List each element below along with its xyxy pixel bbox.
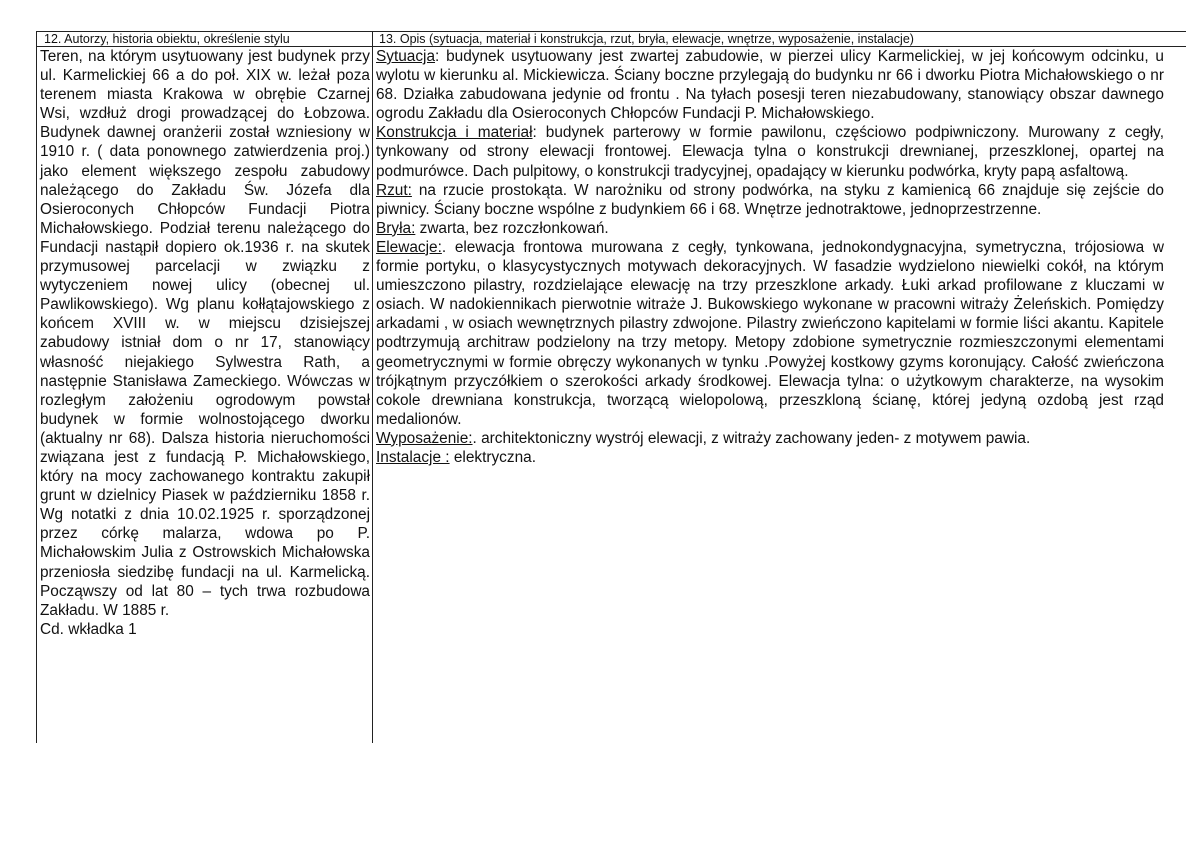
- installations-text: elektryczna.: [449, 448, 536, 466]
- furnishing-section: [376, 429, 1164, 448]
- history-text: Teren, na którym usytuowany jest budynek przy ul. Karmelickiej 66 a do poł. XIX w. leżał poza terenem miasta Krakowa w obrębie Czarnej Wsi, wzdłuż drogi prowadzącej do Łobzowa. Budynek dawnej oranżerii został wzniesiony w 1910 r. ( data ponownego zatwierdzenia proj.) jako element większego zespołu zabudowy należącego do Zakładu Św. Józefa dla Osieroconych Chłopców Fundacji Piotra Michałowskiego. Podział terenu należącego do Fundacji nastąpił dopiero ok.1936 r. na skutek przymusowej parcelacji w związku z wytyczeniem nowej ulicy (obecnej ul. Pawlikowskiego). Wg planu kołłątajowskiego z końcem XVIII w. w miejscu dzisiejszej zabudowy istniał dom o nr 17, stanowiący własność niejakiego Sylwestra Rath, a następnie Stanisława Zameckiego. Wówczas w rozległym założeniu ogrodowym powstał budynek w formie wolnostojącego dworku (aktualny nr 68). Dalsza historia nieruchomości związana jest z fundacją P. Michałowskiego, który na mocy zachowanego kontraktu zakupił grunt w dzielnicy Piasek w październiku 1858 r. Wg notatki z dnia 10.02.1925 r. sporządzonej przez córkę malarza, wdowa po P. Michałowskim Julia z Ostrowskich Michałowska przeniosła siedzibę fundacji na ul. Karmelicką. Począwszy od lat 80 – tych trwa rozbudowa Zakładu. W 1885 r.: [40, 48, 370, 619]
- column-13-header: 13. Opis (sytuacja, materiał i konstrukcja, rzut, bryła, elewacje, wnętrze, wyposażenie, instalacje): [379, 32, 914, 46]
- construction-label: Konstrukcja i materiał: [376, 124, 533, 142]
- column-12-header: 12. Autorzy, historia obiektu, określenie stylu: [44, 32, 290, 46]
- construction-text: : budynek parterowy w formie pawilonu, częściowo podpiwniczony. Murowany z cegły, tynkowany od strony elewacji frontowej. Elewacja tylna o konstrukcji drewnianej, przeszklonej, opartej na podmurówce. Dach pulpitowy, o konstrukcji tradycyjnej, opadający w kierunku podwórka, kryty papą asfaltową.: [376, 124, 1164, 180]
- history-column: [40, 47, 370, 639]
- installations-label: Instalacje :: [376, 448, 450, 466]
- continuation-note: Cd. wkładka 1: [40, 620, 137, 638]
- column-divider: [372, 31, 373, 743]
- mass-label: Bryła:: [376, 219, 416, 237]
- furnishing-text: . architektoniczny wystrój elewacji, z witraży zachowany jeden- z motywem pawia.: [472, 429, 1031, 447]
- description-column: [376, 47, 1164, 467]
- mass-text: zwarta, bez rozczłonkowań.: [415, 219, 609, 237]
- situation-label: Sytuacja: [376, 48, 436, 65]
- installations-section: [376, 448, 1164, 467]
- furnishing-label: Wyposażenie:: [376, 429, 473, 447]
- situation-section: [376, 47, 1164, 123]
- construction-section: [376, 123, 1164, 180]
- plan-section: [376, 181, 1164, 219]
- plan-text: na rzucie prostokąta. W narożniku od strony podwórka, na styku z kamienicą 66 znajduje się zejście do piwnicy. Ściany boczne wspólne z budynkiem 66 i 68. Wnętrze jednotraktowe, jednoprzestrzenne.: [376, 181, 1164, 218]
- mass-section: [376, 219, 1164, 238]
- elevations-text: . elewacja frontowa murowana z cegły, tynkowana, jednokondygnacyjna, symetryczna, trójosiowa w formie portyku, o klasycystycznych motywach dekoracyjnych. W fasadzie wydzielono niewielki cokół, na którym umieszczono pilastry, rozdzielające elewację na trzy przeszklone arkady. Łuki arkad profilowane z kluczami w osiach. W nadokiennikach pierwotnie witraże J. Bukowskiego wykonane w pracowni witraży Żeleńskich. Pomiędzy arkadami , w osiach wewnętrznych pilastry zdwojone. Pilastry zwieńczono kapitelami w formie liści akantu. Kapitele podtrzymują architraw podzielony na trzy metopy. Metopy zdobione symetrycznie rozmieszczonymi elementami geometrycznymi w formie obręczy wykonanych w tynku .Powyżej kostkowy gzyms koronujący. Całość zwieńczona trójkątnym przyczółkiem o szerokości arkady środkowej. Elewacja tylna: o użytkowym charakterze, na wysokim cokole drewniana konstrukcja, tworzącą wielopolową, przeszkloną ścianę, której jedyną ozdobą jest rząd medalionów.: [376, 238, 1164, 428]
- situation-text: : budynek usytuowany jest zwartej zabudowie, w pierzei ulicy Karmelickiej, w jej końcowym odcinku, u wylotu w kierunku al. Mickiewicza. Ściany boczne przylegają do budynku nr 66 i dworku Piotra Michałowskiego o nr 68. Działka zabudowana jedynie od frontu . Na tyłach posesji teren niezabudowany, stanowiący obszar dawnego ogrodu Zakładu dla Osieroconych Chłopców Fundacji P. Michałowskiego.: [376, 48, 1164, 123]
- elevations-label: Elewacje:: [376, 238, 442, 256]
- left-border: [36, 31, 37, 743]
- elevations-section: [376, 238, 1164, 429]
- plan-label: Rzut:: [376, 181, 412, 199]
